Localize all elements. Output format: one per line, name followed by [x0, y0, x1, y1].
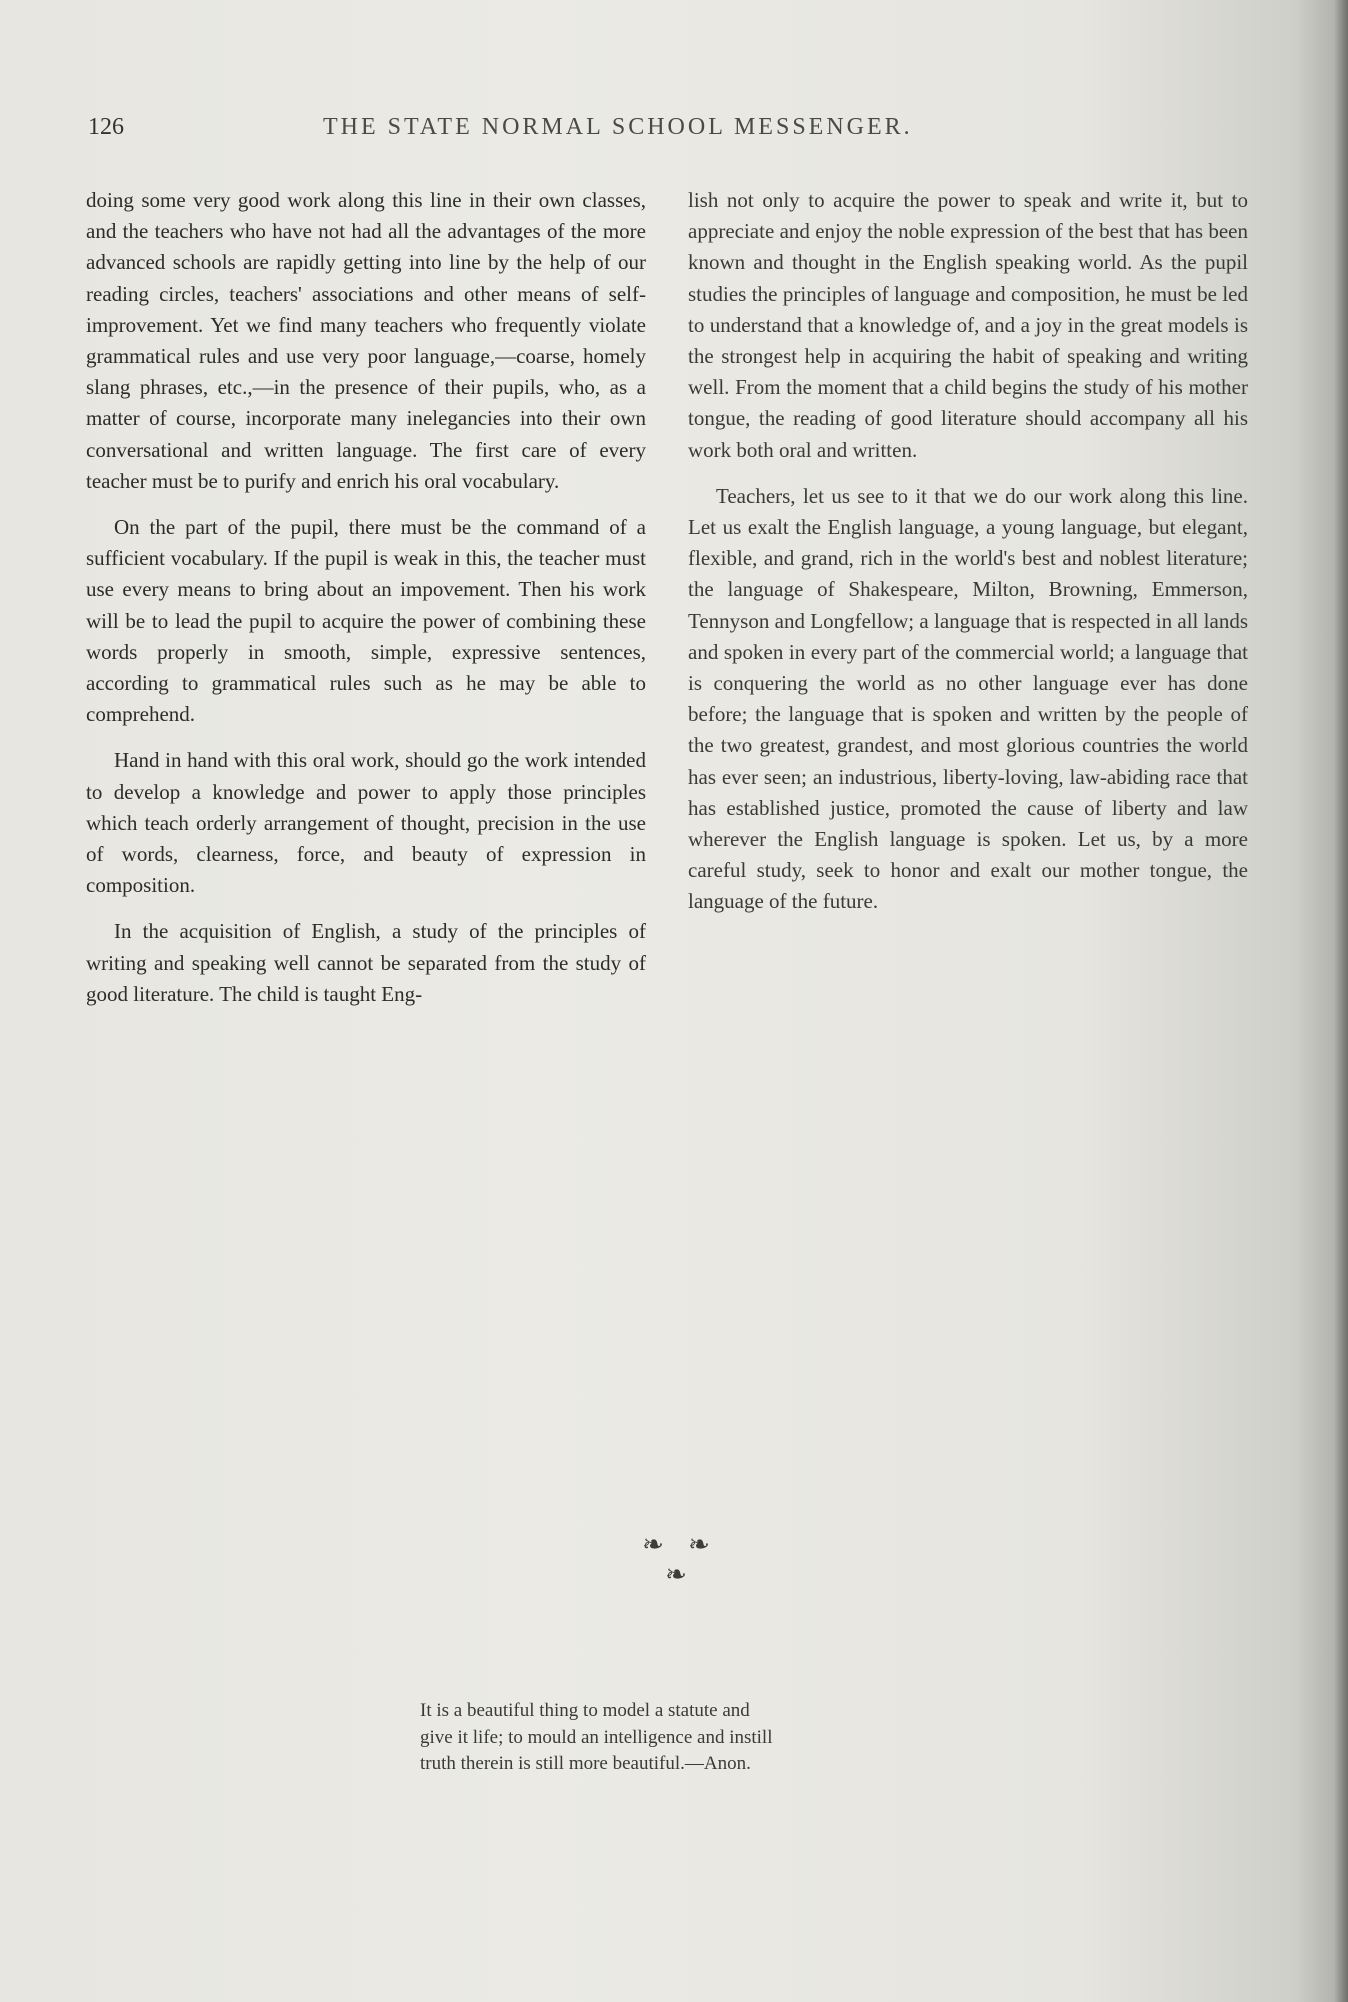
paragraph: lish not only to acquire the power to speak and write it, but to appreciate and enjoy the noble expression of the best that has been known and thought in the English speaking world. As the pupil studies the principles of language and composition, he must be led to understand that a knowledge of, and a joy in the great models is the strongest help in acquiring the habit of speaking and writing well. From the moment that a child begins the study of his mother tongue, the reading of good literature should accompany all his work both oral and written. [688, 188, 1248, 462]
paragraph: doing some very good work along this line in their own classes, and the teachers who have not had all the advantages of the more advanced schools are rapidly getting into line by the help of our reading circles, teachers' associations and other means of self-improvement. Yet we find many teachers who frequently violate grammatical rules and use very poor language,—coarse, homely slang phrases, etc.,—in the presence of their pupils, who, as a matter of course, incorporate many inelegancies into their own conversational and written language. The first care of every teacher must be to purify and enrich his oral vocabulary. [86, 188, 646, 493]
running-header [88, 114, 1288, 150]
section-divider-ornament-icon: ❧ ❧ ❧ [642, 1530, 718, 1590]
paragraph: Hand in hand with this oral work, should go the work intended to develop a knowledge and power to apply those principles which teach orderly arrangement of thought, precision in the use of words, clearness, force, and beauty of expression in composition. [86, 748, 646, 898]
page-number: 126 [88, 114, 124, 140]
closing-quote [420, 1698, 1020, 1778]
quote-line: truth therein is still more beautiful.—Anon. [420, 1753, 751, 1774]
left-column [86, 185, 646, 1025]
paragraph: On the part of the pupil, there must be the command of a sufficient vocabulary. If the pupil is weak in this, the teacher must use every means to bring about an impovement. Then his work will be to lead the pupil to acquire the power of combining these words properly in smooth, simple, expressive sentences, according to grammatical rules such as he may be able to comprehend. [86, 515, 646, 727]
quote-line: It is a beautiful thing to model a statute and [420, 1700, 750, 1721]
right-column [688, 185, 1248, 933]
quote-line: give it life; to mould an intelligence and instill [420, 1726, 773, 1748]
paragraph: In the acquisition of English, a study of the principles of writing and speaking well cannot be separated from the study of good literature. The child is taught Eng- [86, 919, 646, 1006]
page-edge-shadow [1334, 0, 1348, 2002]
paragraph: Teachers, let us see to it that we do our work along this line. Let us exalt the English language, a young language, but elegant, flexible, and grand, rich in the world's best and noblest literature; the language of Shakespeare, Milton, Browning, Emmerson, Tennyson and Longfellow; a language that is respected in all lands and spoken in every part of the commercial world; a language that is conquering the world as no other language ever has done before; the language that is spoken and written by the people of the two greatest, grandest, and most glorious countries the world has ever seen; an industrious, liberty-loving, law-abiding race that has established justice, promoted the cause of liberty and law wherever the English language is spoken. Let us, by a more careful study, seek to honor and exalt our mother tongue, the language of the future. [688, 483, 1248, 914]
journal-title: THE STATE NORMAL SCHOOL MESSENGER. [323, 114, 913, 140]
